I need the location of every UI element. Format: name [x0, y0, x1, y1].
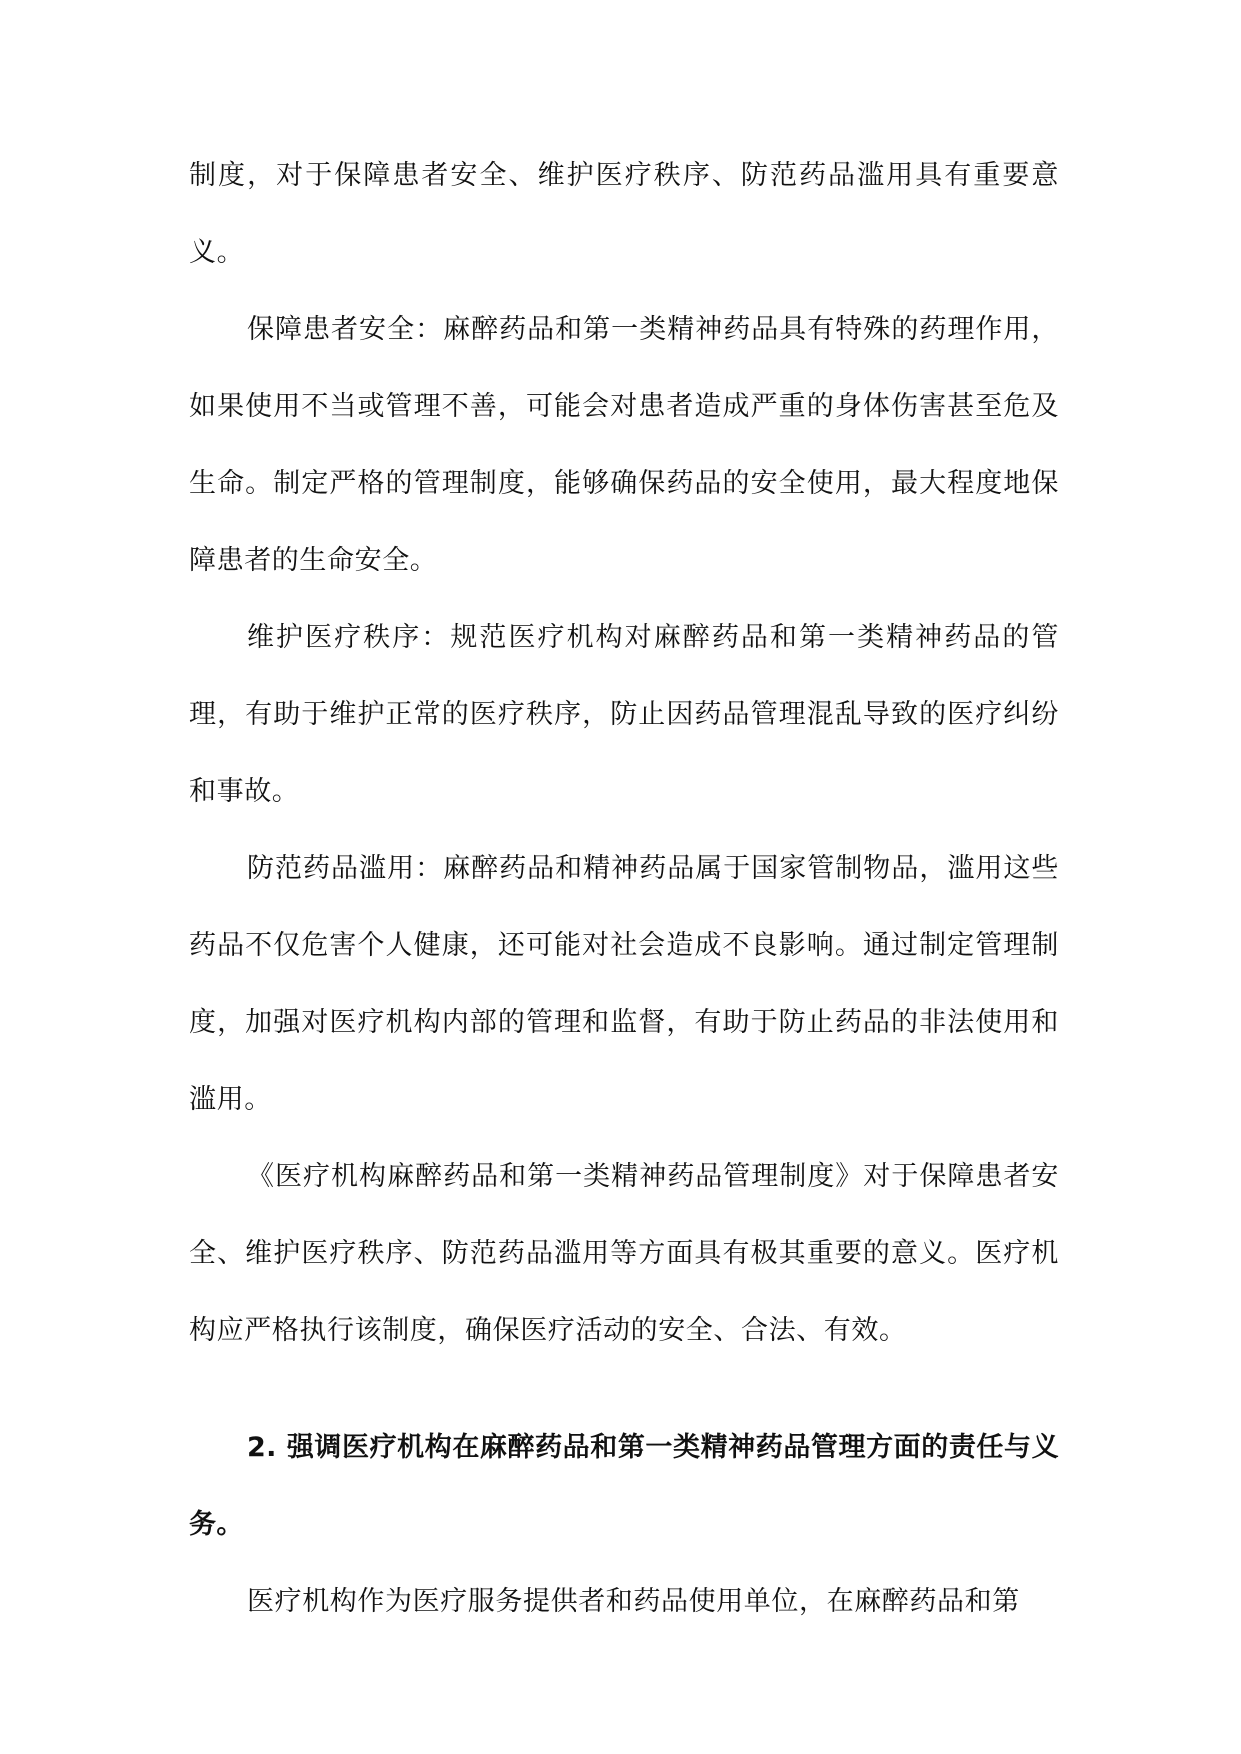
- paragraph-medical-order: 维护医疗秩序：规范医疗机构对麻醉药品和第一类精神药品的管理，有助于维护正常的医疗秩序，防止因药品管理混乱导致的医疗纠纷和事故。: [189, 622, 1059, 807]
- section-heading: 2. 强调医疗机构在麻醉药品和第一类精神药品管理方面的责任与义务。: [189, 1432, 1059, 1540]
- paragraph-summary: 《医疗机构麻醉药品和第一类精神药品管理制度》对于保障患者安全、维护医疗秩序、防范药品滥用等方面具有极其重要的意义。医疗机构应严格执行该制度，确保医疗活动的安全、合法、有效。: [189, 1161, 1059, 1346]
- paragraph-patient-safety: 保障患者安全：麻醉药品和第一类精神药品具有特殊的药理作用，如果使用不当或管理不善，可能会对患者造成严重的身体伤害甚至危及生命。制定严格的管理制度，能够确保药品的安全使用，最大程度地保障患者的生命安全。: [189, 314, 1059, 576]
- paragraph-drug-abuse: 防范药品滥用：麻醉药品和精神药品属于国家管制物品，滥用这些药品不仅危害个人健康，还可能对社会造成不良影响。通过制定管理制度，加强对医疗机构内部的管理和监督，有助于防止药品的非法使用和滥用。: [189, 853, 1059, 1115]
- paragraph-continuation: 制度，对于保障患者安全、维护医疗秩序、防范药品滥用具有重要意义。: [189, 160, 1059, 268]
- document-page: [189, 137, 1059, 1640]
- paragraph-final: 医疗机构作为医疗服务提供者和药品使用单位，在麻醉药品和第: [247, 1586, 1020, 1617]
